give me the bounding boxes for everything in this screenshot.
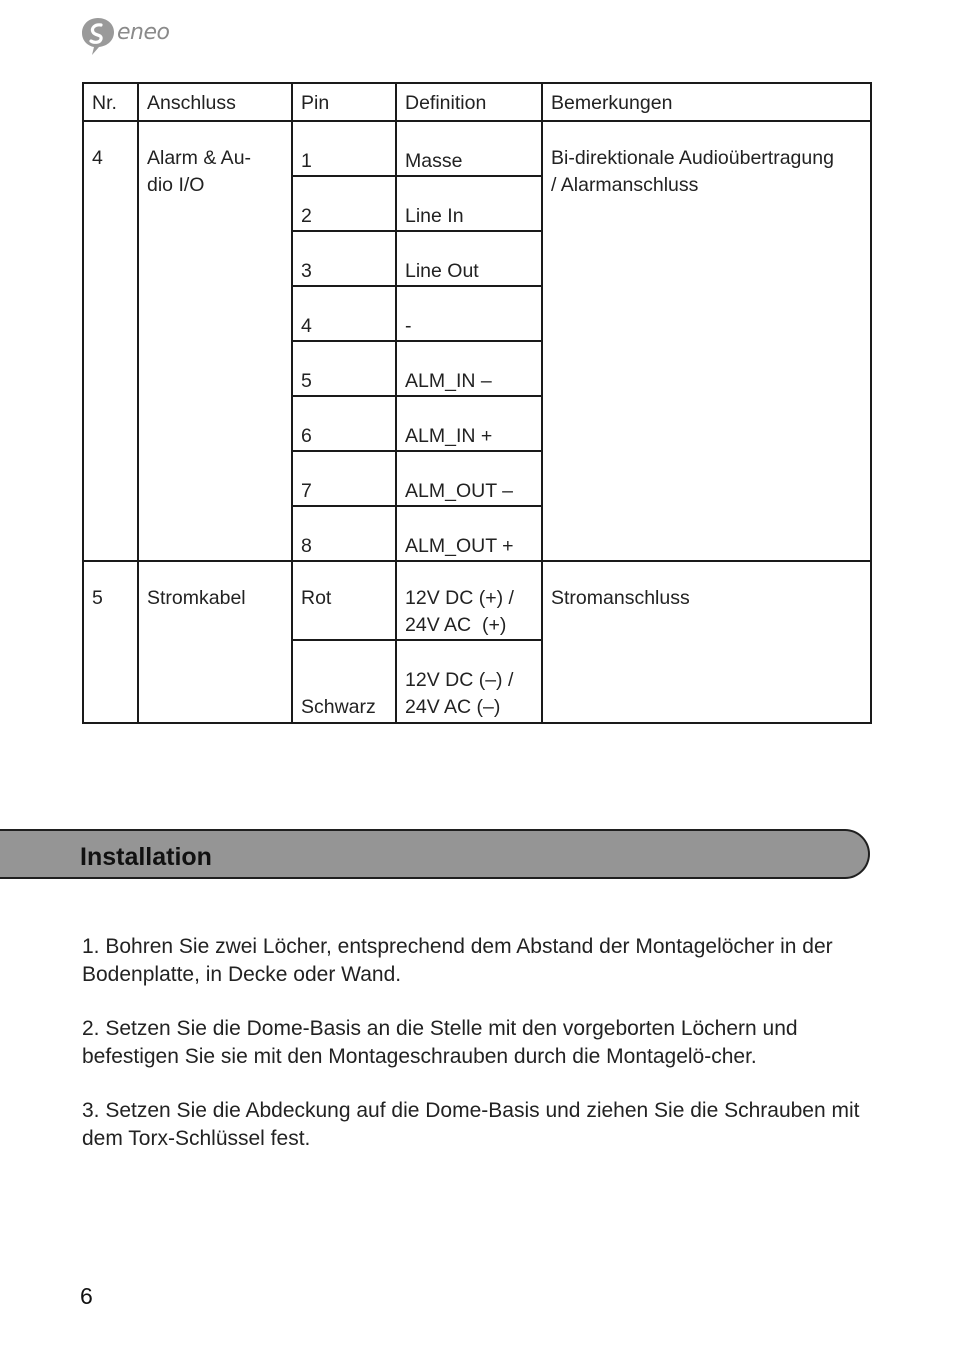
definition-cell: ALM_OUT + (396, 506, 542, 561)
connector-table (82, 82, 872, 724)
pin-cell: 6 (292, 396, 396, 451)
pin-cell: Rot (292, 561, 396, 640)
pin-cell: 8 (292, 506, 396, 561)
logo-wordmark: eneo (117, 20, 170, 45)
pin-cell: 7 (292, 451, 396, 506)
step-item: 1. Bohren Sie zwei Löcher, entsprechend dem Abstand der Montagelöcher in der Bodenplatte, in Decke oder Wand. (82, 935, 833, 986)
definition-cell: 12V DC (–) / 24V AC (–) (396, 640, 542, 723)
definition-cell: ALM_IN + (396, 396, 542, 451)
row4-nr: 4 (83, 121, 138, 561)
section-title: Installation (80, 843, 212, 871)
header-definition: Definition (396, 83, 542, 121)
definition-cell: Line Out (396, 231, 542, 286)
section-header (0, 829, 870, 879)
definition-cell: - (396, 286, 542, 341)
row4-bemerkung: Bi-direktionale Audioübertragung / Alarmanschluss (542, 121, 871, 561)
header-anschluss: Anschluss (138, 83, 292, 121)
definition-cell: ALM_IN – (396, 341, 542, 396)
pin-cell: 3 (292, 231, 396, 286)
pin-cell: 2 (292, 176, 396, 231)
eneo-logo-icon (80, 16, 116, 56)
definition-cell: Masse (396, 121, 542, 176)
definition-cell: Line In (396, 176, 542, 231)
pin-cell: Schwarz (292, 640, 396, 723)
brand-logo (80, 16, 190, 60)
pin-cell: 5 (292, 341, 396, 396)
definition-cell: 12V DC (+) / 24V AC (+) (396, 561, 542, 640)
header-nr: Nr. (83, 83, 138, 121)
header-pin: Pin (292, 83, 396, 121)
definition-cell: ALM_OUT – (396, 451, 542, 506)
table-row (83, 121, 871, 176)
row5-anschluss: Stromkabel (138, 561, 292, 723)
step-item: 2. Setzen Sie die Dome-Basis an die Stelle mit den vorgeborten Löchern und befestigen Sie sie mit den Montageschrauben durch die Montagelö-cher. (82, 1017, 798, 1068)
header-bemerkungen: Bemerkungen (542, 83, 871, 121)
row5-nr: 5 (83, 561, 138, 723)
pin-cell: 4 (292, 286, 396, 341)
pin-cell: 1 (292, 121, 396, 176)
step-item: 3. Setzen Sie die Abdeckung auf die Dome-Basis und ziehen Sie die Schrauben mit dem Torx-Schlüssel fest. (82, 1099, 860, 1150)
installation-steps (82, 933, 882, 1179)
row4-anschluss: Alarm & Au- dio I/O (138, 121, 292, 561)
row5-bemerkung: Stromanschluss (542, 561, 871, 723)
page-number: 6 (80, 1283, 93, 1309)
table-header-row (83, 83, 871, 121)
table-row (83, 561, 871, 640)
